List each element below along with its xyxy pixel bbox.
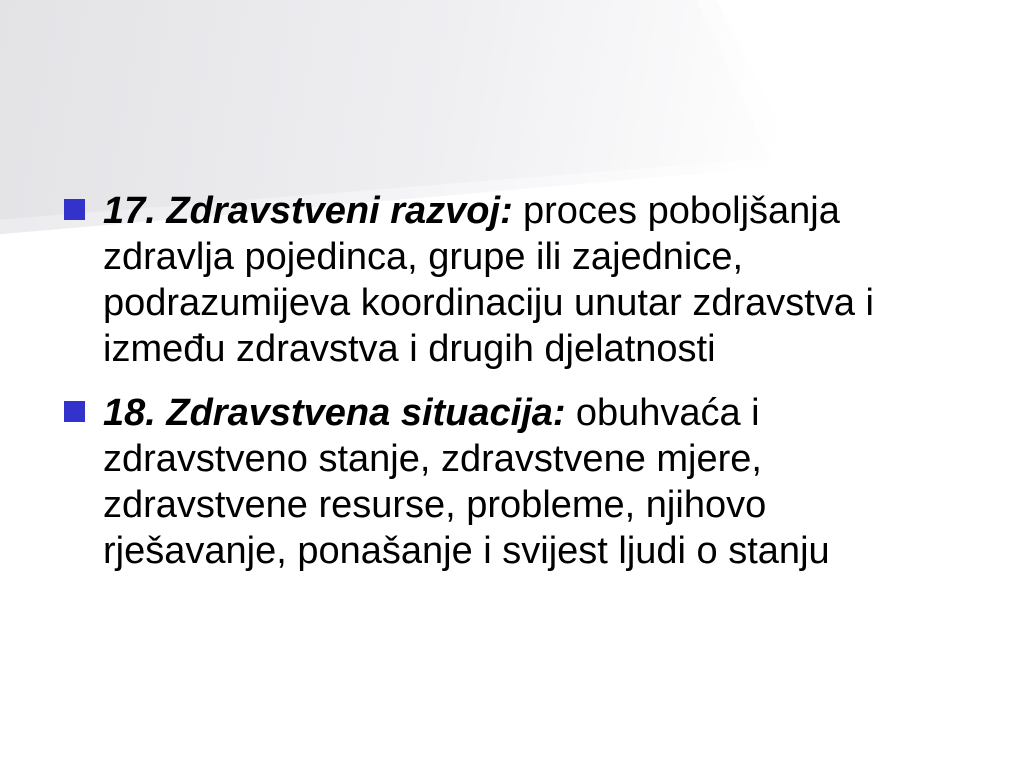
text-line: zdravstvene resurse, probleme, njihovo: [103, 484, 767, 526]
text-line: [103, 188, 874, 234]
text-line: zdravlja pojedinca, grupe ili zajednice,: [103, 236, 744, 278]
slide-body: [64, 188, 976, 592]
bullet-square-icon: [64, 401, 85, 422]
definition-text: proces poboljšanja: [522, 190, 840, 232]
text-line: podrazumijeva koordinaciju unutar zdravstva i: [103, 282, 874, 324]
term-label-17: 17. Zdravstveni razvoj:: [103, 190, 513, 232]
term-label-18: 18. Zdravstvena situacija:: [103, 392, 566, 434]
bullet-item-17: [64, 188, 976, 372]
bullet-text-17: [103, 188, 874, 372]
bullet-text-18: [103, 390, 830, 574]
bullet-square-icon: [64, 199, 85, 220]
text-line: rješavanje, ponašanje i svijest ljudi o stanju: [103, 530, 830, 572]
text-line: zdravstveno stanje, zdravstvene mjere,: [103, 438, 762, 480]
definition-text: obuhvaća i: [575, 392, 760, 434]
text-line: [103, 390, 830, 436]
bullet-item-18: [64, 390, 976, 574]
text-line: između zdravstva i drugih djelatnosti: [103, 328, 716, 370]
